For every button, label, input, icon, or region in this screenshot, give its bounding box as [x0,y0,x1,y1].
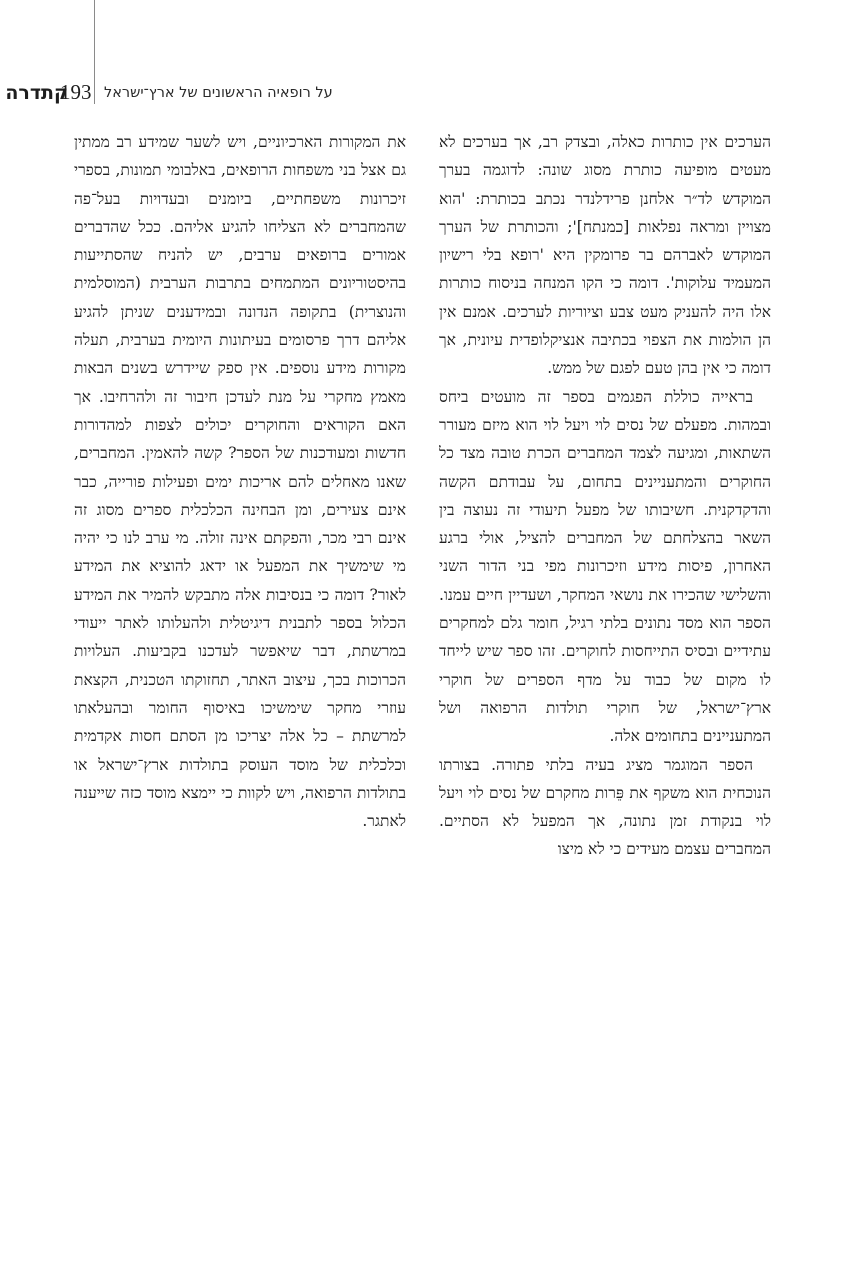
paragraph: הערכים אין כותרות כאלה, ובצדק רב, אך בערכים לא מעטים מופיעה כותרת מסוג שונה: לדוגמה בערך המוקדש לד״ר אלחנן פרידלנדר נכתב בכותרת: 'הוא מצויין ומראה נפלאות [כמנתח]'; והכותרת של הערך המוקדש לאברהם בר פרומקין היא 'רופא בלי רישיון המעמיד עלוקות'. דומה כי הקו המנחה בניסוח כותרות אלו היה להעניק מעט צבע וציוריות לערכים. אמנם אין הן הולמות את הצפוי בכתיבה אנציקלופדית עיונית, אך דומה כי אין בהן טעם לפגם של ממש. [439,133,771,378]
paragraph: את המקורות הארכיוניים, ויש לשער שמידע רב ממתין גם אצל בני משפחות הרופאים, באלבומי תמונות, בספרי זיכרונות משפחתיים, ביומנים ובעדויות בעל־פה שהמחברים לא הצליחו להגיע אליהם. ככל שהדברים אמורים ברופאים ערבים, יש להניח שהסתייעות בהיסטוריונים המתמחים בתרבות הערבית (המוסלמית והנוצרית) בתקופה הנדונה ובמידענים שניתן להגיע אליהם דרך פרסומים בעיתונות היומית בערבית, תעלה מקורות מידע נוספים. אין ספק שיידרש בשנים הבאות מאמץ מחקרי על מנת לעדכן חיבור זה ולהרחיבו. אך האם הקוראים והחוקרים יכולים לצפות למהדורות חדשות ומעודכנות של הספר? קשה להאמין. המחברים, שאנו מאחלים להם אריכות ימים ופעילות פורייה, כבר אינם צעירים, ומן הבחינה הכלכלית ספרים מסוג זה אינם רבי מכר, והפקתם אינה זולה. מי ערב לנו כי יהיה מי שימשיך את המפעל או ידאג להוציא את המידע לאור? דומה כי בנסיבות אלה מתבקש להמיר את המידע הכלול בספר לתבנית דיגיטלית ולהעלותו לאתר ייעודי במרשתת, דבר שיאפשר לעדכנו בקביעות. העלויות הכרוכות בכך, עיצוב האתר, תחזוקתו הטכנית, הקצאת עוזרי מחקר שימשיכו באיסוף החומר ובהעלאתו למרשתת – כל אלה יצריכו מן הסתם חסות אקדמית וכלכלית של מוסד העוסק בתולדות ארץ־ישראל או בתולדות הרפואה, ויש לקוות כי יימצא מוסד כזה שייענה לאתגר. [74,133,406,831]
page-number: 193 [60,80,92,104]
paragraph: הספר המוגמר מציג בעיה בלתי פתורה. בצורתו הנוכחית הוא משקף את פֵּרות מחקרם של נסים לוי ויעל לוי בנקודת זמן נתונה, אך המפעל לא הסתיים. המחברים עצמם מעידים כי לא מיצו [439,755,771,859]
running-head: על רופאיה הראשונים של ארץ־ישראל [104,85,333,101]
journal-title: קתדרה [5,82,68,104]
text-column-right [439,128,771,864]
text-column-left [74,128,406,835]
paragraph: בראייה כוללת הפגמים בספר זה מועטים ביחס ובמהות. מפעלם של נסים לוי ויעל לוי הוא מיזם מעורר השתאות, ומגיעה לצמד המחברים הכרת טובה מצד כל החוקרים והמתעניינים בתחום, על עבודתם הקשה והדקדקנית. חשיבותו של מפעל תיעודי זה נעוצה בין השאר בהצלחתם של המחברים להציל, אולי ברגע האחרון, פיסות מידע וזיכרונות מפי בני הדור השני והשלישי שהכירו את נושאי המחקר, ושעדיין חיים עמנו. הספר הוא מסד נתונים בלתי רגיל, חומר גלם למחקרים עתידיים ובסיס התייחסות לחוקרים. זהו ספר שיש לייחד לו מקום של כבוד על מדף הספרים של חוקרי ארץ־ישראל, של חוקרי תולדות הרפואה ושל המתעניינים בתחומים אלה. [439,387,771,746]
page-header [0,78,860,112]
